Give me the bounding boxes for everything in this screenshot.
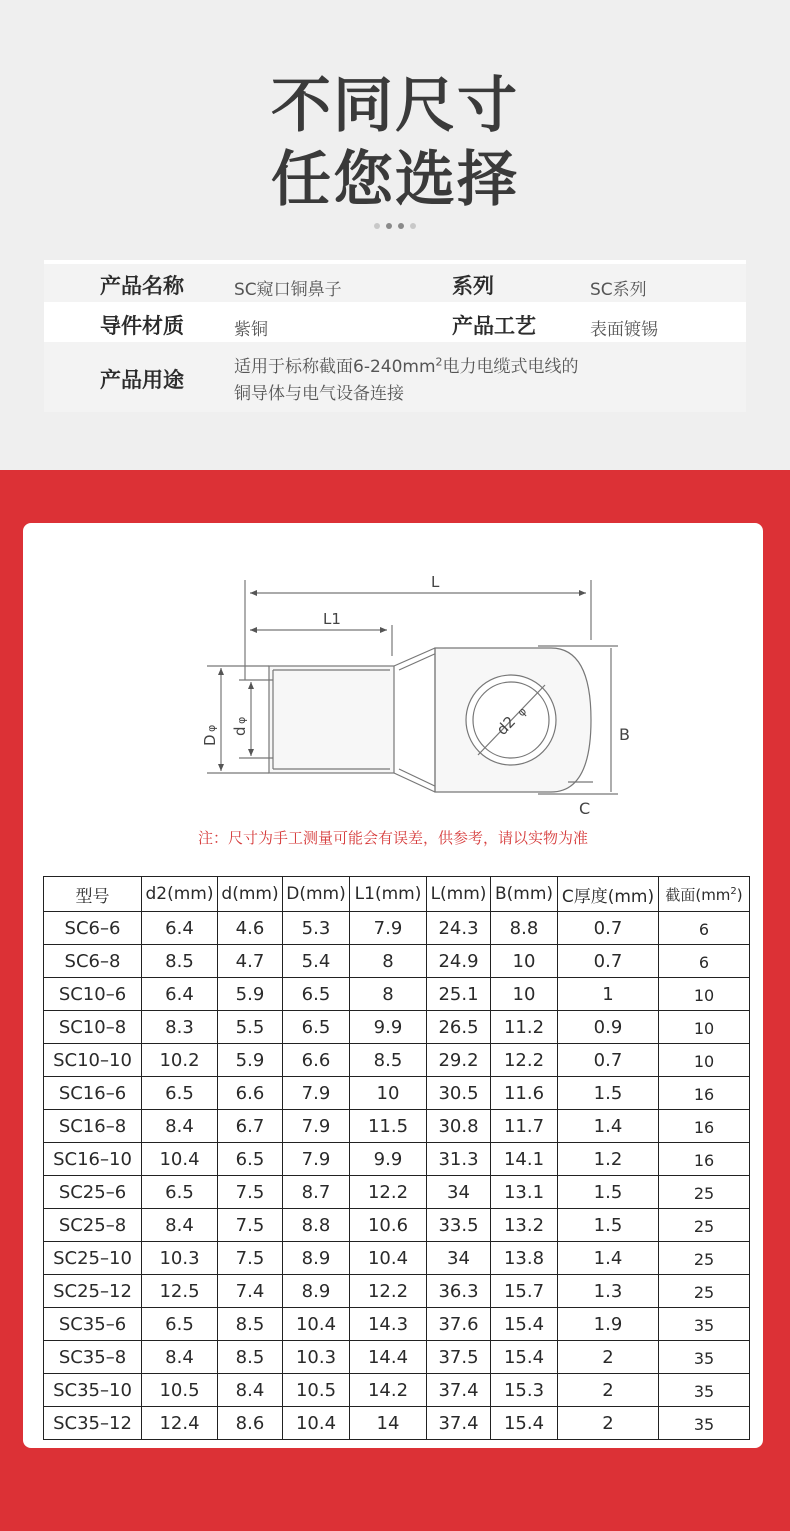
table-row: [44, 1242, 750, 1275]
table-cell: 16: [659, 1110, 750, 1143]
table-cell: 10.2: [142, 1044, 218, 1077]
table-cell: 25: [659, 1275, 750, 1308]
model-cell: SC10–10: [44, 1044, 142, 1077]
table-cell: 8.4: [142, 1110, 218, 1143]
table-cell: 13.2: [491, 1209, 558, 1242]
table-cell: 14.2: [350, 1374, 427, 1407]
table-cell: 8.5: [218, 1341, 283, 1374]
table-cell: 10: [659, 1011, 750, 1044]
label-d-phi: φ: [235, 716, 248, 724]
model-cell: SC35–12: [44, 1407, 142, 1440]
table-cell: 0.7: [558, 912, 659, 945]
table-cell: 2: [558, 1407, 659, 1440]
label-d2-phi: φ: [514, 704, 530, 720]
table-cell: 6.5: [218, 1143, 283, 1176]
table-cell: 37.5: [427, 1341, 491, 1374]
table-cell: 10.4: [142, 1143, 218, 1176]
label-d2: d2: [492, 712, 520, 739]
table-cell: 30.8: [427, 1110, 491, 1143]
model-cell: SC35–10: [44, 1374, 142, 1407]
table-cell: 8.5: [218, 1308, 283, 1341]
table-cell: 8: [350, 945, 427, 978]
label-L1: L1: [323, 610, 341, 628]
info-row-name: [44, 264, 746, 302]
material-value: 紫铜: [234, 320, 268, 340]
dot-indicator-active: [398, 223, 404, 229]
table-cell: 10.6: [350, 1209, 427, 1242]
table-cell: 16: [659, 1077, 750, 1110]
table-cell: 5.9: [218, 1044, 283, 1077]
model-cell: SC25–8: [44, 1209, 142, 1242]
spec-table: [43, 876, 750, 1440]
measurement-note: 注：尺寸为手工测量可能会有误差，供参考，请以实物为准: [197, 829, 588, 847]
table-cell: 12.2: [350, 1176, 427, 1209]
spec-card: [23, 523, 763, 1448]
table-cell: 0.7: [558, 1044, 659, 1077]
table-row: [44, 1374, 750, 1407]
table-cell: 10: [659, 978, 750, 1011]
table-cell: 1.5: [558, 1077, 659, 1110]
table-cell: 34: [427, 1176, 491, 1209]
table-row: [44, 1011, 750, 1044]
process-value: 表面镀锡: [590, 320, 658, 340]
model-cell: SC35–6: [44, 1308, 142, 1341]
table-cell: 10.3: [283, 1341, 350, 1374]
table-cell: 13.8: [491, 1242, 558, 1275]
table-cell: 7.9: [283, 1143, 350, 1176]
model-cell: SC25–6: [44, 1176, 142, 1209]
table-cell: 33.5: [427, 1209, 491, 1242]
table-cell: 10.4: [350, 1242, 427, 1275]
series-value: SC系列: [590, 280, 647, 300]
table-cell: 25.1: [427, 978, 491, 1011]
table-cell: 37.6: [427, 1308, 491, 1341]
table-cell: 5.9: [218, 978, 283, 1011]
table-cell: 6.4: [142, 912, 218, 945]
model-cell: SC16–8: [44, 1110, 142, 1143]
table-cell: 10: [350, 1077, 427, 1110]
table-cell: 8.9: [283, 1242, 350, 1275]
label-D-phi: φ: [205, 724, 218, 732]
table-cell: 11.6: [491, 1077, 558, 1110]
table-row: [44, 1077, 750, 1110]
table-cell: 4.7: [218, 945, 283, 978]
table-cell: 1.3: [558, 1275, 659, 1308]
col-header: d(mm): [218, 877, 283, 912]
table-cell: 1.5: [558, 1176, 659, 1209]
table-cell: 10.4: [283, 1407, 350, 1440]
product-info-box: [44, 260, 746, 412]
table-cell: 7.9: [283, 1110, 350, 1143]
table-cell: 35: [659, 1341, 750, 1374]
table-cell: 4.6: [218, 912, 283, 945]
table-cell: 7.5: [218, 1176, 283, 1209]
dot-indicator: [374, 223, 380, 229]
table-cell: 14.3: [350, 1308, 427, 1341]
dot-indicator-active: [386, 223, 392, 229]
table-cell: 35: [659, 1308, 750, 1341]
table-row: [44, 912, 750, 945]
table-cell: 1.4: [558, 1242, 659, 1275]
material-label: 导件材质: [100, 314, 184, 338]
col-header: B(mm): [491, 877, 558, 912]
table-cell: 10.4: [283, 1308, 350, 1341]
table-cell: 6.5: [142, 1077, 218, 1110]
process-label: 产品工艺: [452, 314, 536, 338]
table-header-row: [44, 877, 750, 912]
table-cell: 15.3: [491, 1374, 558, 1407]
table-cell: 10.5: [283, 1374, 350, 1407]
usage-line-2: 铜导体与电气设备连接: [234, 384, 404, 404]
model-cell: SC16–10: [44, 1143, 142, 1176]
table-cell: 10: [491, 978, 558, 1011]
table-cell: 25: [659, 1242, 750, 1275]
table-cell: 9.9: [350, 1011, 427, 1044]
table-cell: 7.4: [218, 1275, 283, 1308]
table-cell: 7.9: [350, 912, 427, 945]
model-cell: SC10–6: [44, 978, 142, 1011]
label-D: D: [201, 734, 219, 746]
table-cell: 37.4: [427, 1407, 491, 1440]
col-header: C厚度(mm): [558, 877, 659, 912]
col-header: D(mm): [283, 877, 350, 912]
col-header: d2(mm): [142, 877, 218, 912]
table-cell: 34: [427, 1242, 491, 1275]
table-cell: 29.2: [427, 1044, 491, 1077]
table-row: [44, 1176, 750, 1209]
table-cell: 1: [558, 978, 659, 1011]
product-name-label: 产品名称: [100, 274, 184, 298]
table-cell: 11.7: [491, 1110, 558, 1143]
table-cell: 35: [659, 1374, 750, 1407]
table-cell: 6.5: [142, 1176, 218, 1209]
table-row: [44, 1209, 750, 1242]
table-cell: 13.1: [491, 1176, 558, 1209]
table-cell: 15.7: [491, 1275, 558, 1308]
label-B: B: [619, 725, 630, 744]
model-cell: SC6–6: [44, 912, 142, 945]
table-cell: 8.4: [218, 1374, 283, 1407]
label-d: d: [231, 726, 249, 736]
table-cell: 0.7: [558, 945, 659, 978]
table-cell: 15.4: [491, 1407, 558, 1440]
table-cell: 1.4: [558, 1110, 659, 1143]
table-cell: 5.4: [283, 945, 350, 978]
table-cell: 25: [659, 1176, 750, 1209]
table-cell: 15.4: [491, 1308, 558, 1341]
table-cell: 1.2: [558, 1143, 659, 1176]
table-row: [44, 1143, 750, 1176]
headline-line-2: 任您选择: [271, 145, 519, 215]
table-cell: 10: [491, 945, 558, 978]
table-cell: 8.7: [283, 1176, 350, 1209]
table-cell: 8.8: [283, 1209, 350, 1242]
model-cell: SC10–8: [44, 1011, 142, 1044]
col-header-section: 截面$(mm^2)$: [659, 877, 750, 912]
spec-table-body: [44, 912, 750, 1440]
table-cell: 14.4: [350, 1341, 427, 1374]
table-cell: 12.2: [350, 1275, 427, 1308]
table-cell: 5.3: [283, 912, 350, 945]
usage-line-1: 适用于标称截面$6-240mm^2$电力电缆式电线的: [234, 355, 579, 377]
table-cell: 14.1: [491, 1143, 558, 1176]
table-cell: 8.4: [142, 1341, 218, 1374]
label-C: C: [579, 799, 591, 818]
table-cell: 1.9: [558, 1308, 659, 1341]
table-cell: 8.6: [218, 1407, 283, 1440]
table-cell: 16: [659, 1143, 750, 1176]
table-cell: 6: [659, 945, 750, 978]
table-cell: 24.9: [427, 945, 491, 978]
col-header: L1(mm): [350, 877, 427, 912]
table-cell: 9.9: [350, 1143, 427, 1176]
table-cell: 35: [659, 1407, 750, 1440]
table-cell: 8.8: [491, 912, 558, 945]
table-cell: 6.7: [218, 1110, 283, 1143]
info-row-material: [44, 302, 746, 342]
model-cell: SC6–8: [44, 945, 142, 978]
table-cell: 36.3: [427, 1275, 491, 1308]
table-cell: 2: [558, 1374, 659, 1407]
table-cell: 30.5: [427, 1077, 491, 1110]
table-cell: 2: [558, 1341, 659, 1374]
table-cell: 6.4: [142, 978, 218, 1011]
table-cell: 24.3: [427, 912, 491, 945]
table-row: [44, 1407, 750, 1440]
table-row: [44, 1275, 750, 1308]
table-row: [44, 1341, 750, 1374]
col-header: 型号: [44, 877, 142, 912]
table-cell: 11.5: [350, 1110, 427, 1143]
table-cell: 1.5: [558, 1209, 659, 1242]
table-row: [44, 978, 750, 1011]
table-cell: 8.5: [142, 945, 218, 978]
table-cell: 6.6: [283, 1044, 350, 1077]
table-cell: 5.5: [218, 1011, 283, 1044]
table-cell: 0.9: [558, 1011, 659, 1044]
table-cell: 7.5: [218, 1209, 283, 1242]
model-cell: SC35–8: [44, 1341, 142, 1374]
table-cell: 25: [659, 1209, 750, 1242]
table-cell: 10: [659, 1044, 750, 1077]
model-cell: SC25–12: [44, 1275, 142, 1308]
table-row: [44, 1044, 750, 1077]
table-row: [44, 945, 750, 978]
info-row-usage: [44, 342, 746, 412]
model-cell: SC16–6: [44, 1077, 142, 1110]
model-cell: SC25–10: [44, 1242, 142, 1275]
table-cell: 12.5: [142, 1275, 218, 1308]
table-cell: 11.2: [491, 1011, 558, 1044]
table-cell: 6: [659, 912, 750, 945]
table-cell: 7.5: [218, 1242, 283, 1275]
table-cell: 7.9: [283, 1077, 350, 1110]
table-cell: 8: [350, 978, 427, 1011]
table-cell: 6.5: [142, 1308, 218, 1341]
table-cell: 12.4: [142, 1407, 218, 1440]
table-cell: 31.3: [427, 1143, 491, 1176]
label-L: L: [431, 573, 440, 591]
product-name-value: SC窥口铜鼻子: [234, 280, 342, 300]
table-cell: 6.5: [283, 978, 350, 1011]
table-row: [44, 1110, 750, 1143]
table-row: [44, 1308, 750, 1341]
table-cell: 37.4: [427, 1374, 491, 1407]
dot-indicator: [410, 223, 416, 229]
header-section: [0, 0, 790, 470]
table-cell: 10.3: [142, 1242, 218, 1275]
col-header: L(mm): [427, 877, 491, 912]
table-cell: 26.5: [427, 1011, 491, 1044]
table-cell: 8.3: [142, 1011, 218, 1044]
table-cell: 15.4: [491, 1341, 558, 1374]
table-cell: 6.5: [283, 1011, 350, 1044]
table-cell: 12.2: [491, 1044, 558, 1077]
headline-line-1: 不同尺寸: [271, 71, 519, 141]
table-cell: 14: [350, 1407, 427, 1440]
table-cell: 10.5: [142, 1374, 218, 1407]
table-cell: 6.6: [218, 1077, 283, 1110]
series-label: 系列: [452, 274, 494, 298]
table-cell: 8.5: [350, 1044, 427, 1077]
table-cell: 8.9: [283, 1275, 350, 1308]
usage-label: 产品用途: [100, 368, 184, 392]
terminal-dimension-diagram: [173, 568, 653, 858]
carousel-dots: [0, 214, 790, 233]
table-cell: 8.4: [142, 1209, 218, 1242]
